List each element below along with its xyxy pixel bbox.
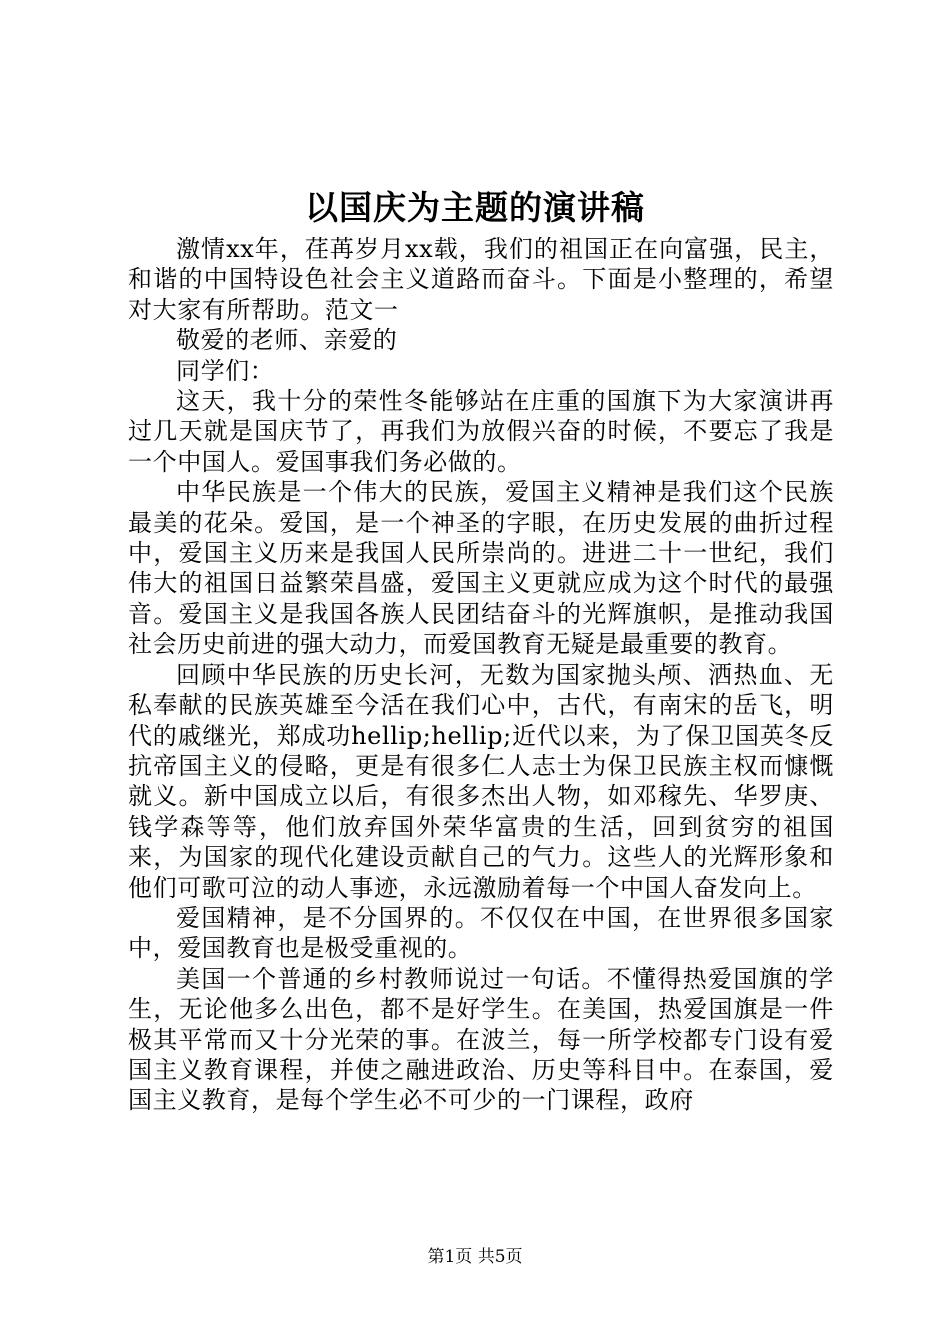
page-number-footer: 第1页 共5页 [427,1247,523,1267]
paragraph-world: 爱国精神，是不分国界的。不仅仅在中国，在世界很多国家中，爱国教育也是极受重视的。 [128,903,834,963]
paragraph-examples: 美国一个普通的乡村教师说过一句话。不懂得热爱国旗的学生，无论他多么出色，都不是好学生。在美国，热爱国旗是一件极其平常而又十分光荣的事。在波兰，每一所学校都专门设有爱国主义教育课程，并使之融进政治、历史等科目中。在泰国，爱国主义教育，是每个学生必不可少的一门课程，政府 [128,964,834,1115]
paragraph-salutation-teachers: 敬爱的老师、亲爱的 [176,326,398,355]
document-title: 以国庆为主题的演讲稿 [305,188,645,227]
paragraph-history: 回顾中华民族的历史长河，无数为国家抛头颅、洒热血、无私奉献的民族英雄至今活在我们心中，古代，有南宋的岳飞，明代的戚继光，郑成功hellip;hellip;近代以来，为了保卫国英冬反抗帝国主义的侵略，更是有很多仁人志士为保卫民族主权而慷慨就义。新中国成立以后，有很多杰出人物，如邓稼先、华罗庚、钱学森等等，他们放弃国外荣华富贵的生活，回到贫穷的祖国来，为国家的现代化建设贡献自己的气力。这些人的光辉形象和他们可歌可泣的动人事迹，永远激励着每一个中国人奋发向上。 [128,660,834,902]
paragraph-intro: 激情xx年，荏苒岁月xx载，我们的祖国正在向富强，民主，和谐的中国特设色社会主义道路而奋斗。下面是小整理的，希望对大家有所帮助。范文一 [128,235,834,324]
paragraph-opening: 这天，我十分的荣性冬能够站在庄重的国旗下为大家演讲再过几天就是国庆节了，再我们为放假兴奋的时候，不要忘了我是一个中国人。爱国事我们务必做的。 [128,387,834,476]
paragraph-patriotism: 中华民族是一个伟大的民族，爱国主义精神是我们这个民族最美的花朵。爱国，是一个神圣的字眼，在历史发展的曲折过程中，爱国主义历来是我国人民所崇尚的。进进二十一世纪，我们伟大的祖国日益繁荣昌盛，爱国主义更就应成为这个时代的最强音。爱国主义是我国各族人民团结奋斗的光辉旗帜，是推动我国社会历史前进的强大动力，而爱国教育无疑是最重要的教育。 [128,478,834,659]
paragraph-salutation-students: 同学们： [176,356,275,385]
document-body [128,234,834,1116]
